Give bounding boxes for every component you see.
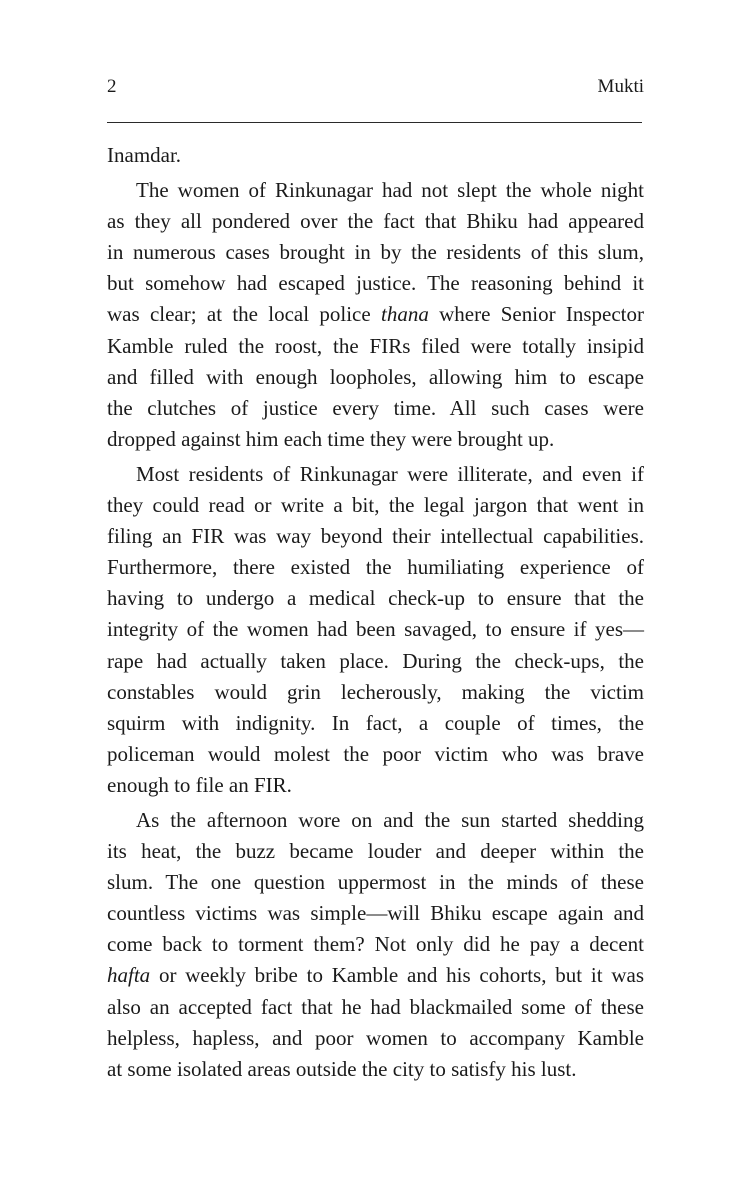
text-line: squirm with indignity. In fact, a couple of times, the xyxy=(107,710,644,735)
text-line: policeman would molest the poor victim who was brave xyxy=(107,741,644,766)
text-line: come back to torment them? Not only did he pay a decent xyxy=(107,932,644,957)
text-line: Inamdar. xyxy=(107,143,182,167)
page-number: 2 xyxy=(107,76,117,97)
header-divider xyxy=(107,122,642,123)
text-line: its heat, the buzz became louder and deeper within the xyxy=(107,839,644,864)
paragraph xyxy=(107,175,644,455)
text-line: the clutches of justice every time. All such cases were xyxy=(107,395,644,420)
text-line: Most residents of Rinkunagar were illiterate, and even if xyxy=(136,461,644,486)
italic-term: hafta xyxy=(107,963,151,988)
running-header xyxy=(107,74,644,100)
text-line: at some isolated areas outside the city to satisfy his lust. xyxy=(107,1056,577,1081)
text-line: but somehow had escaped justice. The reasoning behind it xyxy=(107,271,644,296)
text-line: and filled with enough loopholes, allowing him to escape xyxy=(107,364,644,389)
text-line: also an accepted fact that he had blackmailed some of these xyxy=(107,994,644,1019)
text-line: The women of Rinkunagar had not slept the whole night xyxy=(136,178,644,203)
text-line: slum. The one question uppermost in the minds of these xyxy=(107,870,644,895)
italic-term: thana xyxy=(381,302,429,327)
text-line: they could read or write a bit, the legal jargon that went in xyxy=(107,493,644,518)
body-text xyxy=(107,140,644,1085)
text-line: As the afternoon wore on and the sun started shedding xyxy=(136,807,644,832)
text-line: filing an FIR was way beyond their intellectual capabilities. xyxy=(107,524,644,549)
text-line: rape had actually taken place. During the check-ups, the xyxy=(107,648,644,673)
text-line: Kamble ruled the roost, the FIRs filed were totally insipid xyxy=(107,333,644,358)
book-title: Mukti xyxy=(597,76,644,97)
paragraph xyxy=(107,140,644,171)
text-line: in numerous cases brought in by the residents of this slum, xyxy=(107,240,644,265)
text-line: Furthermore, there existed the humiliating experience of xyxy=(107,555,644,580)
text-line: constables would grin lecherously, making the victim xyxy=(107,679,644,704)
text-line: was clear; at the local police thana where Senior Inspector xyxy=(107,302,644,327)
text-line: helpless, hapless, and poor women to accompany Kamble xyxy=(107,1025,644,1050)
text-line: dropped against him each time they were brought up. xyxy=(107,426,555,451)
text-line: hafta or weekly bribe to Kamble and his cohorts, but it was xyxy=(107,963,644,988)
paragraph xyxy=(107,805,644,1085)
paragraph xyxy=(107,459,644,801)
text-line: as they all pondered over the fact that Bhiku had appeared xyxy=(107,209,644,234)
text-line: integrity of the women had been savaged, to ensure if yes— xyxy=(107,617,644,642)
text-line: enough to file an FIR. xyxy=(107,772,292,797)
text-line: countless victims was simple—will Bhiku escape again and xyxy=(107,901,644,926)
text-line: having to undergo a medical check-up to ensure that the xyxy=(107,586,644,611)
